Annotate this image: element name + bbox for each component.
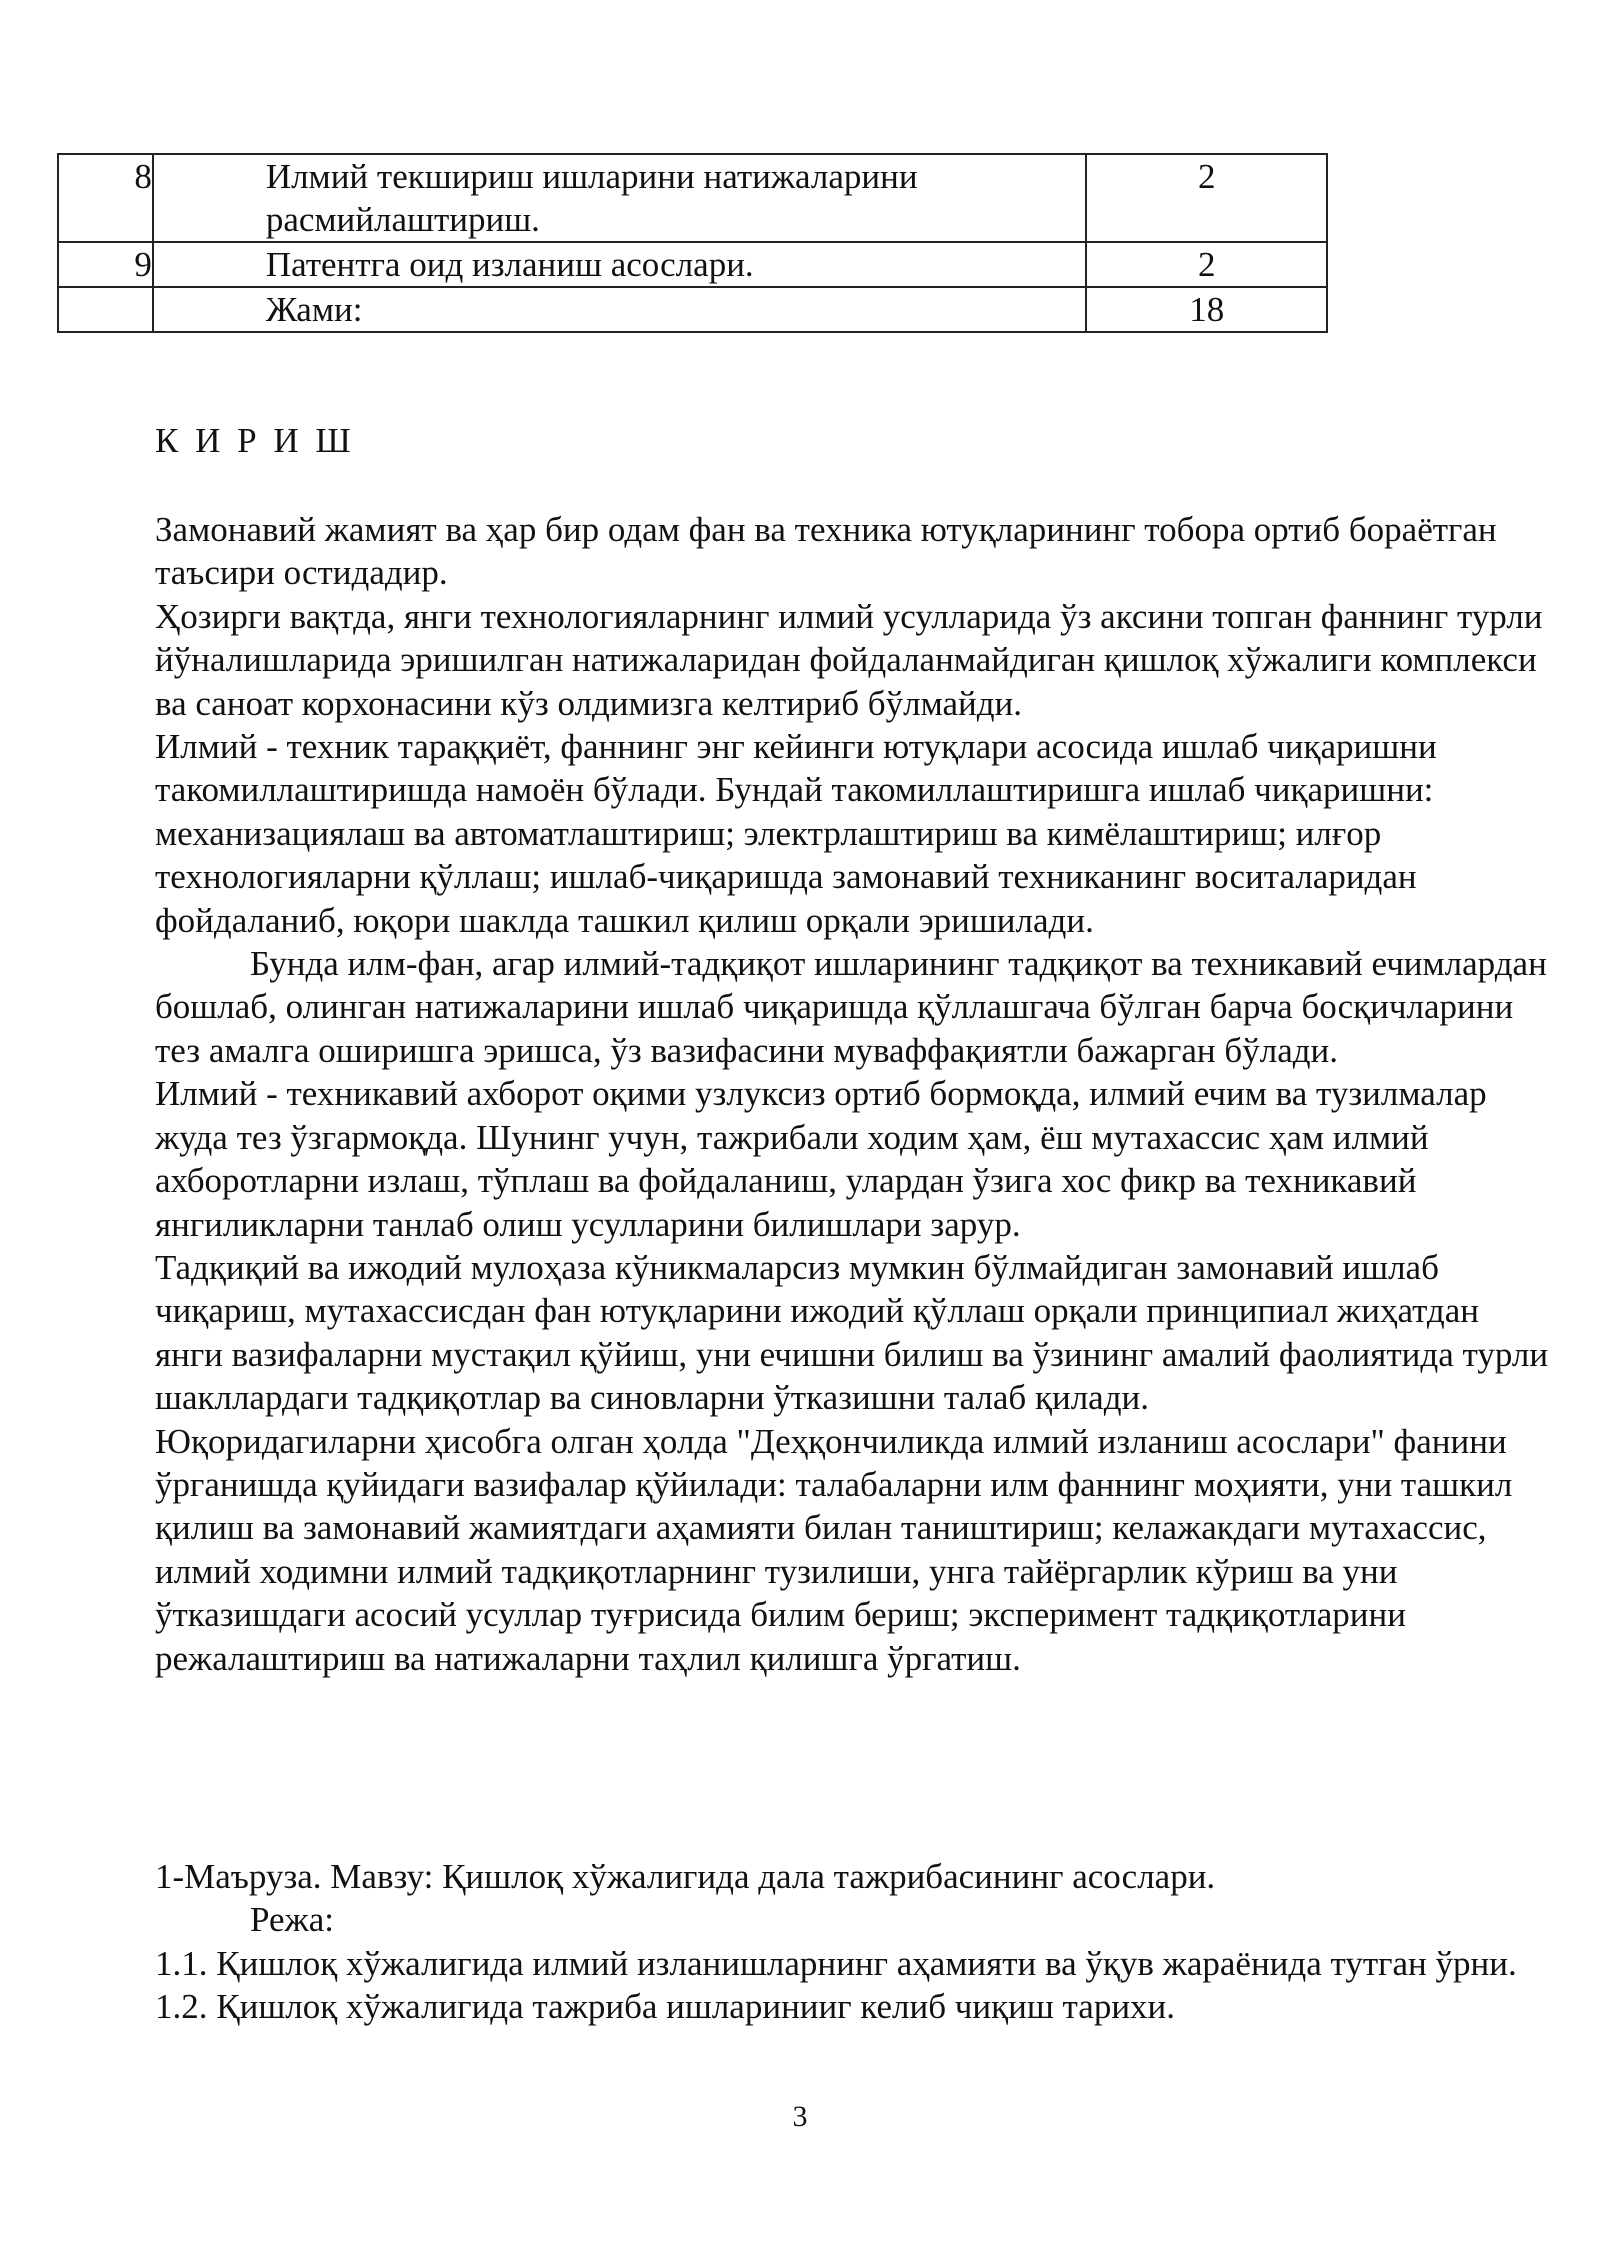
page-number: 3 xyxy=(792,2100,808,2133)
row-number: 9 xyxy=(58,242,153,287)
row-hours: 2 xyxy=(1086,154,1327,242)
lecture-section xyxy=(155,1855,1550,2029)
paragraph: Тадқиқий ва ижодий мулоҳаза кўникмаларсиз мумкин бўлмайдиган замонавий ишлаб чиқариш, мутахассисдан фан ютуқларини ижодий қўллаш орқали принципиал жиҳатдан янги вазифаларни мустақил қўйиш, уни ечишни билиш ва ўзининг амалий фаолиятида турли шакллардаги тадқиқотлар ва синовларни ўтказишни талаб қилади. xyxy=(155,1247,1549,1418)
lecture-hours-table xyxy=(57,153,1328,333)
table-row xyxy=(58,287,1327,332)
table-row xyxy=(58,154,1327,242)
lecture-title: 1-Маъруза. Мавзу: Қишлоқ хўжалигида дала тажрибасининг асослари. xyxy=(155,1857,1216,1896)
row-number xyxy=(58,287,153,332)
table-row xyxy=(58,242,1327,287)
paragraph: Замонавий жамият ва ҳар бир одам фан ва техника ютуқларининг тобора ортиб бораётган таъсири остидадир. xyxy=(155,510,1497,593)
row-topic: Жами: xyxy=(153,287,1087,332)
plan-label: Режа: xyxy=(250,1900,334,1940)
plan-item: 1.2. Қишлоқ хўжалигида тажриба ишларинииг келиб чиқиш тарихи. xyxy=(155,1987,1176,2027)
paragraph: Илмий - техник тараққиёт, фаннинг энг кейинги ютуқлари асосида ишлаб чиқаришни такомиллаштиришда намоён бўлади. Бундай такомиллаштиришга ишлаб чиқаришни: механизациялаш ва автоматлаштириш; электрлаштириш ва кимёлаштириш; илғор технологияларни қўллаш; ишлаб-чиқаришда замонавий техниканинг воситаларидан фойдаланиб, юқори шаклда ташкил қилиш орқали эришилади. xyxy=(155,727,1437,940)
plan-item: 1.1. Қишлоқ хўжалигида илмий изланишларнинг аҳамияти ва ўқув жараёнида тутган ўрни. xyxy=(155,1943,1517,1983)
intro-section xyxy=(155,508,1550,1680)
row-topic: Патентга оид изланиш асослари. xyxy=(153,242,1087,287)
row-hours: 2 xyxy=(1086,242,1327,287)
row-number: 8 xyxy=(58,154,153,242)
row-topic: Илмий текшириш ишларини натижаларини расмийлаштириш. xyxy=(153,154,1087,242)
paragraph: Ҳозирги вақтда, янги технологияларнинг илмий усулларида ўз аксини топган фаннинг турли йўналишларида эришилган натижаларидан фойдаланмайдиган қишлоқ хўжалиги комплекси ва саноат корхонасини кўз олдимизга келтириб бўлмайди. xyxy=(155,596,1543,723)
section-heading: К И Р И Ш xyxy=(155,421,355,460)
paragraph: Юқоридагиларни ҳисобга олган ҳолда "Деҳқончиликда илмий изланиш асослари" фанини ўрганишда қуйидаги вазифалар қўйилади: талабаларни илм фаннинг моҳияти, уни ташкил қилиш ва замонавий жамиятдаги аҳамияти билан таништириш; келажакдаги мутахассис, илмий ходимни илмий тадқиқотларнинг тузилиши, унга тайёргарлик кўриш ва уни ўтказишдаги асосий усуллар туғрисида билим бериш; эксперимент тадқиқотларини режалаштириш ва натижаларни таҳлил қилишга ўргатиш. xyxy=(155,1421,1513,1678)
paragraph: Илмий - техникавий ахборот оқими узлуксиз ортиб бормоқда, илмий ечим ва тузилмалар жуда тез ўзгармоқда. Шунинг учун, тажрибали ходим ҳам, ёш мутахассис ҳам илмий ахборотларни излаш, тўплаш ва фойдаланиш, улардан ўзига хос фикр ва техникавий янгиликларни танлаб олиш усулларини билишлари зарур. xyxy=(155,1074,1487,1244)
paragraph: Бунда илм-фан, агар илмий-тадқиқот ишларининг тадқиқот ва техникавий ечимлардан бошлаб, олинган натижаларини ишлаб чиқаришда қўллашгача бўлган барча босқичларини тез амалга оширишга эришса, ўз вазифасини муваффақиятли бажарган бўлади. xyxy=(155,944,1547,1070)
row-hours: 18 xyxy=(1086,287,1327,332)
